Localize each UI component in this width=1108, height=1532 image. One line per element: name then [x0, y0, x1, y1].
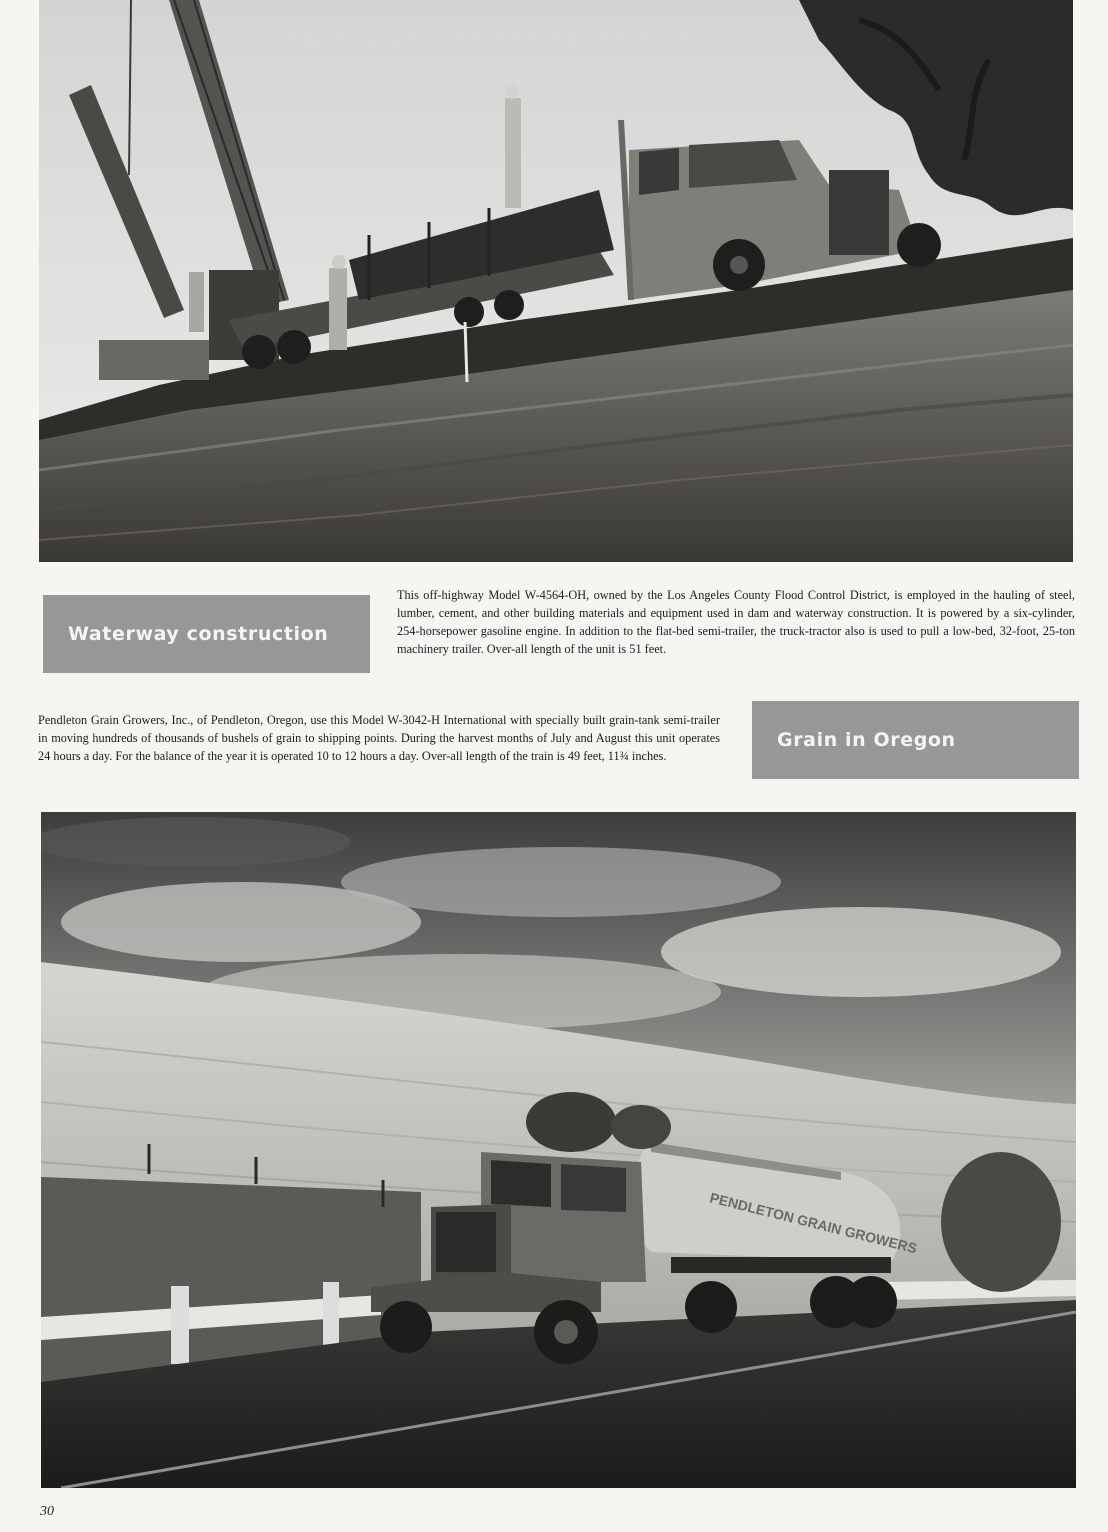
truck-crane-photo	[39, 0, 1073, 562]
grain-tanker-photo	[41, 812, 1076, 1488]
waterway-section-label: Waterway construction	[43, 595, 370, 673]
grain-caption: Pendleton Grain Growers, Inc., of Pendleton, Oregon, use this Model W-3042-H International with specially built grain-tank semi-trailer in moving hundreds of thousands of bushels of grain to shipping points. During the harvest months of July and August this unit operates 24 hours a day. For the balance of the year it is operated 10 to 12 hours a day. Over-all length of the train is 49 feet, 11¾ inches.	[38, 713, 720, 763]
page-headline: SPECIAL TRUCKS FOR TOUGH GOING	[288, 34, 715, 51]
tank-lettering: PENDLETON GRAIN GROWERS	[708, 1189, 919, 1257]
grain-section-label: Grain in Oregon	[752, 701, 1079, 779]
page-number: 30	[40, 1504, 54, 1519]
waterway-caption: This off-highway Model W-4564-OH, owned by the Los Angeles County Flood Control District, is employed in the hauling of steel, lumber, cement, and other building materials and equipment used in dam and waterway construction. It is powered by a six-cylinder, 254-horsepower gasoline engine. In addition to the flat-bed semi-trailer, the truck-tractor also is used to pull a low-bed, 32-foot, 25-ton machinery trailer. Over-all length of the unit is 51 feet.	[397, 588, 1075, 656]
